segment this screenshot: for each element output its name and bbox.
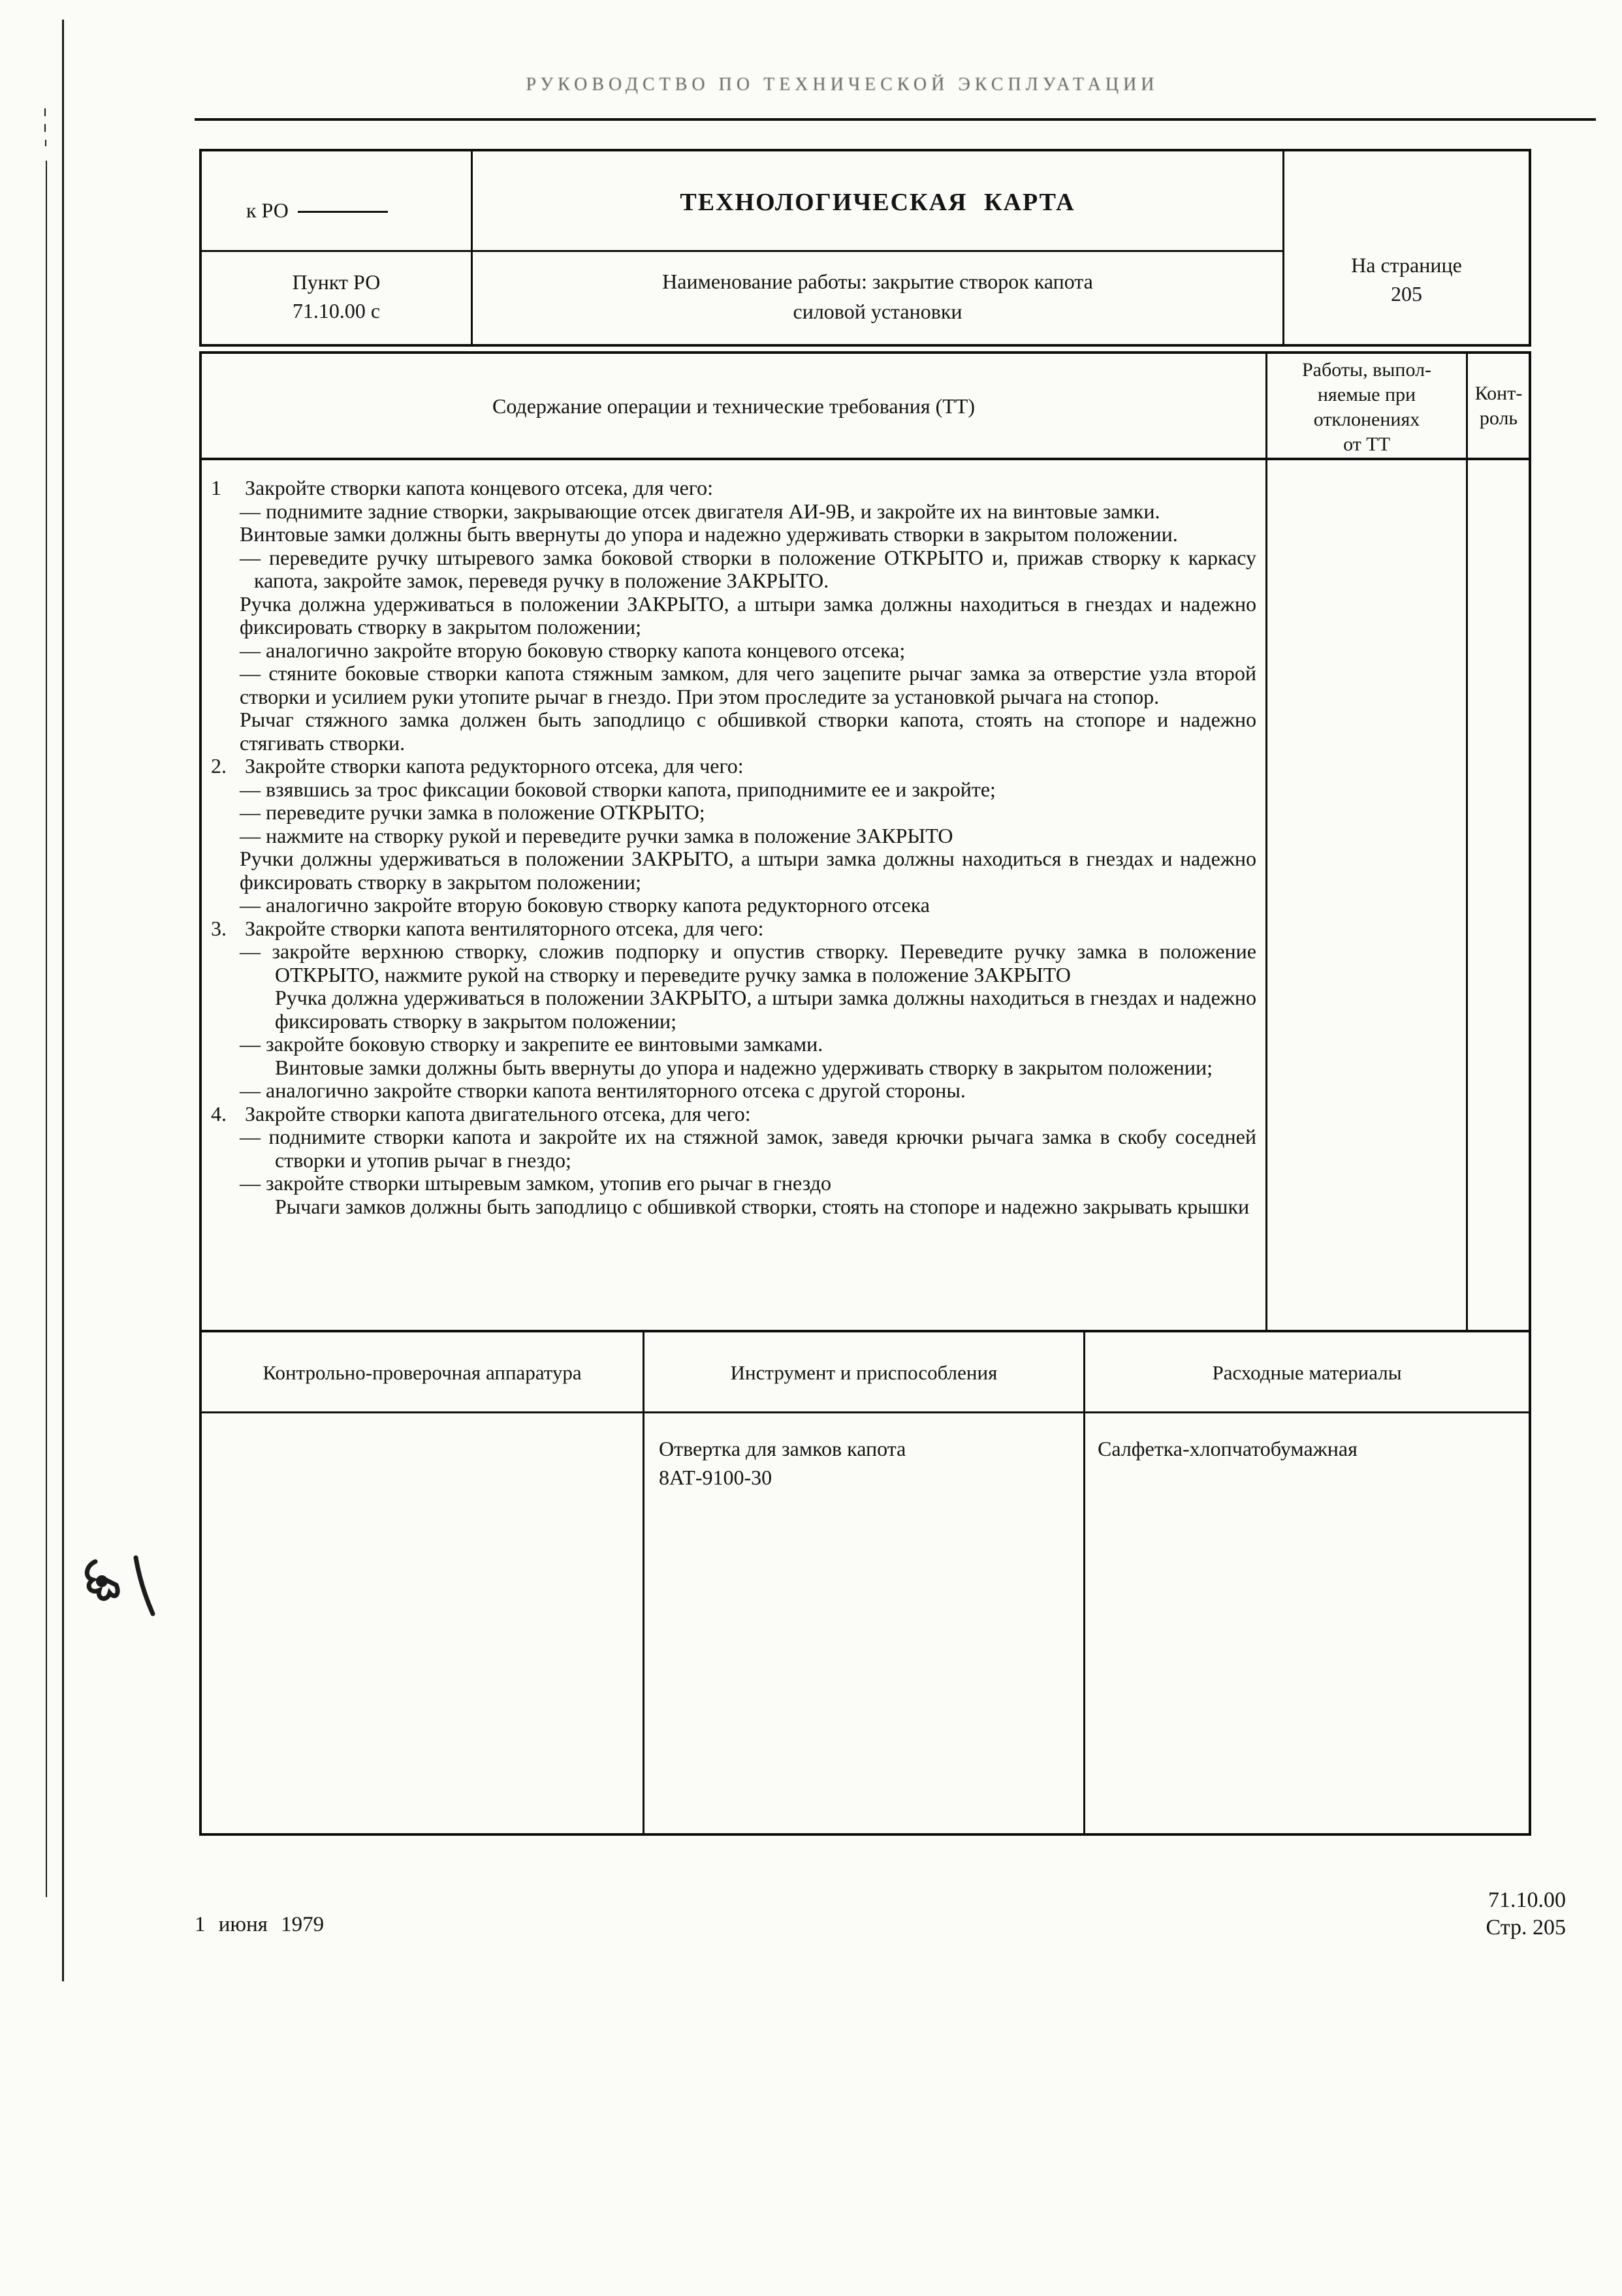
on-page-cell: [1284, 251, 1529, 308]
body-paragraph: [202, 639, 1256, 663]
page-edge-line-2: [46, 161, 47, 1897]
paragraph-text: — закройте боковую створку и закрепите ее винтовыми замками.: [240, 1032, 823, 1056]
paragraph-text: — переведите ручки замка в положение ОТКРЫТО;: [240, 800, 705, 824]
body-paragraph: [202, 1033, 1256, 1056]
deviations-header-line: от ТТ: [1343, 433, 1390, 455]
page-edge-dash: [44, 108, 46, 116]
paragraph-text: — аналогично закройте створки капота вентиляторного отсека с другой стороны.: [240, 1078, 966, 1102]
content-column-header: Содержание операции и технические требования (ТТ): [492, 394, 975, 418]
control-column-header: [1468, 381, 1529, 431]
page-edge-dash: [44, 124, 46, 132]
work-name-line: силовой установки: [793, 300, 962, 323]
paragraph-text: — поднимите створки капота и закройте их на стяжной замок, заведя крючки рычага замка в скобу соседней створки и утопив рычаг в гнездо;: [240, 1125, 1256, 1172]
paragraph-text: Ручки должны удерживаться в положении ЗАКРЫТО, а штыри замка должны находиться в гнездах и надежно фиксировать створку в закрытом положении;: [240, 847, 1256, 894]
paragraph-text: — закройте верхнюю створку, сложив подпорку и опустив створку. Переведите ручку замка в положение ОТКРЫТО, нажмите рукой на створку и переведите ручку замка в положение ЗАКРЫТО: [240, 939, 1256, 986]
body-paragraph: [202, 1056, 1256, 1080]
ro-item-line: 71.10.00 с: [292, 299, 381, 322]
operations-text: [202, 460, 1265, 1218]
body-paragraph: [202, 546, 1256, 593]
ro-ref-label: к РО: [246, 198, 289, 222]
handwritten-mark: [76, 1551, 161, 1626]
ro-reference-cell: [220, 196, 468, 225]
paragraph-text: Винтовые замки должны быть ввернуты до упора и надежно удерживать створку в закрытом положении;: [275, 1055, 1213, 1079]
deviations-header-line: отклонениях: [1313, 409, 1420, 430]
body-paragraph: [202, 500, 1256, 524]
card-title: ТЕХНОЛОГИЧЕСКАЯ КАРТА: [680, 189, 1075, 216]
work-name-line: Наименование работы: закрытие створок капота: [662, 270, 1093, 293]
page-edge-line: [62, 20, 64, 1981]
item-number: 3.: [211, 916, 227, 940]
body-paragraph: [202, 593, 1256, 639]
body-paragraph: [202, 1103, 1256, 1126]
body-paragraph: [202, 986, 1256, 1033]
body-paragraph: [202, 523, 1256, 546]
control-header-line: роль: [1479, 407, 1518, 429]
on-page-label: На странице: [1351, 253, 1462, 277]
body-paragraph: [202, 825, 1256, 848]
item-number: 4.: [211, 1101, 227, 1125]
item-number: 1: [211, 476, 221, 499]
materials-header: Расходные материалы: [1212, 1361, 1402, 1384]
paragraph-text: Закройте створки капота вентиляторного отсека, для чего:: [245, 916, 764, 940]
deviations-cell-empty: [1267, 460, 1466, 1330]
running-head: РУКОВОДСТВО ПО ТЕХНИЧЕСКОЙ ЭКСПЛУАТАЦИИ: [526, 74, 1159, 95]
table-divider: [1083, 1332, 1085, 1833]
materials-line: Салфетка-хлопчатобумажная: [1098, 1437, 1358, 1460]
table-divider: [643, 1332, 644, 1833]
paragraph-text: — аналогично закройте вторую боковую створку капота концевого отсека;: [240, 638, 906, 662]
paragraph-text: — переведите ручку штыревого замка боковой створки в положение ОТКРЫТО и, прижав створку к каркасу капота, закройте замок, переведя ручку в положение ЗАКРЫТО.: [240, 545, 1256, 592]
paragraph-text: Ручка должна удерживаться в положении ЗАКРЫТО, а штыри замка должны находиться в гнездах и надежно фиксировать створку в закрытом положении;: [240, 591, 1256, 638]
table-divider: [202, 250, 1284, 252]
table-divider: [1282, 151, 1284, 344]
ro-item-cell: [202, 268, 471, 325]
control-header-line: Конт-: [1474, 383, 1523, 404]
tools-cell: [659, 1434, 1070, 1492]
tools-header: Инструмент и приспособления: [730, 1361, 998, 1384]
body-paragraph: [202, 940, 1256, 986]
footer-page-label: Стр. 205: [1486, 1915, 1566, 1940]
column-header-table: [199, 351, 1531, 460]
body-paragraph: [202, 1079, 1256, 1103]
card-header-table: [199, 149, 1531, 347]
paragraph-text: — закройте створки штыревым замком, утопив его рычаг в гнездо: [240, 1171, 831, 1195]
tools-line: Отвертка для замков капота: [659, 1437, 906, 1460]
resources-table: [199, 1330, 1531, 1836]
body-paragraph: [202, 1195, 1256, 1219]
head-rule: [195, 118, 1596, 121]
control-cell-empty: [1468, 460, 1529, 1330]
paragraph-text: Ручка должна удерживаться в положении ЗАКРЫТО, а штыри замка должны находиться в гнездах и надежно фиксировать створку в закрытом положении;: [275, 986, 1256, 1033]
page-edge-dash: [45, 140, 46, 146]
body-paragraph: [202, 662, 1256, 708]
paragraph-text: — взявшись за трос фиксации боковой створки капота, приподнимите ее и закройте;: [240, 777, 996, 801]
kpa-header: Контрольно-проверочная аппаратура: [262, 1361, 582, 1384]
paragraph-text: Рычаг стяжного замка должен быть заподлицо с обшивкой створки капота, стоять на стопоре и надежно стягивать створки.: [240, 708, 1256, 755]
paragraph-text: Винтовые замки должны быть ввернуты до упора и надежно удерживать створки в закрытом положении.: [240, 522, 1178, 546]
paragraph-text: Рычаги замков должны быть заподлицо с обшивкой створки, стоять на стопоре и надежно закрывать крышки: [275, 1194, 1250, 1218]
body-paragraph: [202, 755, 1256, 778]
body-paragraph: [202, 477, 1256, 500]
ro-item-line: Пункт РО: [292, 270, 381, 294]
paragraph-text: — поднимите задние створки, закрывающие отсек двигателя АИ-9В, и закройте их на винтовые замки.: [240, 499, 1160, 523]
body-paragraph: [202, 778, 1256, 802]
paragraph-text: — нажмите на створку рукой и переведите ручки замка в положение ЗАКРЫТО: [240, 823, 953, 847]
paragraph-text: — аналогично закройте вторую боковую створку капота редукторного отсека: [240, 893, 930, 917]
blank-underline: [298, 211, 388, 213]
tools-line: 8АТ-9100-30: [659, 1466, 772, 1489]
paragraph-text: Закройте створки капота двигательного отсека, для чего:: [245, 1101, 751, 1125]
body-paragraph: [202, 801, 1256, 825]
body-paragraph: [202, 708, 1256, 755]
deviations-column-header: [1267, 358, 1466, 457]
work-name-cell: [473, 266, 1282, 326]
body-paragraph: [202, 894, 1256, 917]
table-divider: [202, 1411, 1529, 1413]
paragraph-text: — стяните боковые створки капота стяжным замком, для чего зацепите рычаг замка за отверстие узла второй створки и усилием руки утопите рычаг в гнездо. При этом проследите за установкой рычага на стопор.: [240, 661, 1256, 708]
materials-cell: [1098, 1434, 1522, 1463]
body-paragraph: [202, 1172, 1256, 1195]
footer-date: 1 июня 1979: [195, 1913, 325, 1936]
body-paragraph: [202, 917, 1256, 941]
deviations-header-line: Работы, выпол-: [1301, 359, 1432, 381]
on-page-number: 205: [1391, 282, 1422, 306]
body-paragraph: [202, 1125, 1256, 1172]
paragraph-text: Закройте створки капота концевого отсека, для чего:: [245, 476, 714, 499]
operations-body: [199, 460, 1531, 1330]
body-paragraph: [202, 847, 1256, 894]
item-number: 2.: [211, 754, 227, 778]
footer-doc-number: 71.10.00: [1488, 1888, 1566, 1912]
paragraph-text: Закройте створки капота редукторного отсека, для чего:: [245, 754, 744, 778]
deviations-header-line: няемые при: [1317, 384, 1416, 405]
